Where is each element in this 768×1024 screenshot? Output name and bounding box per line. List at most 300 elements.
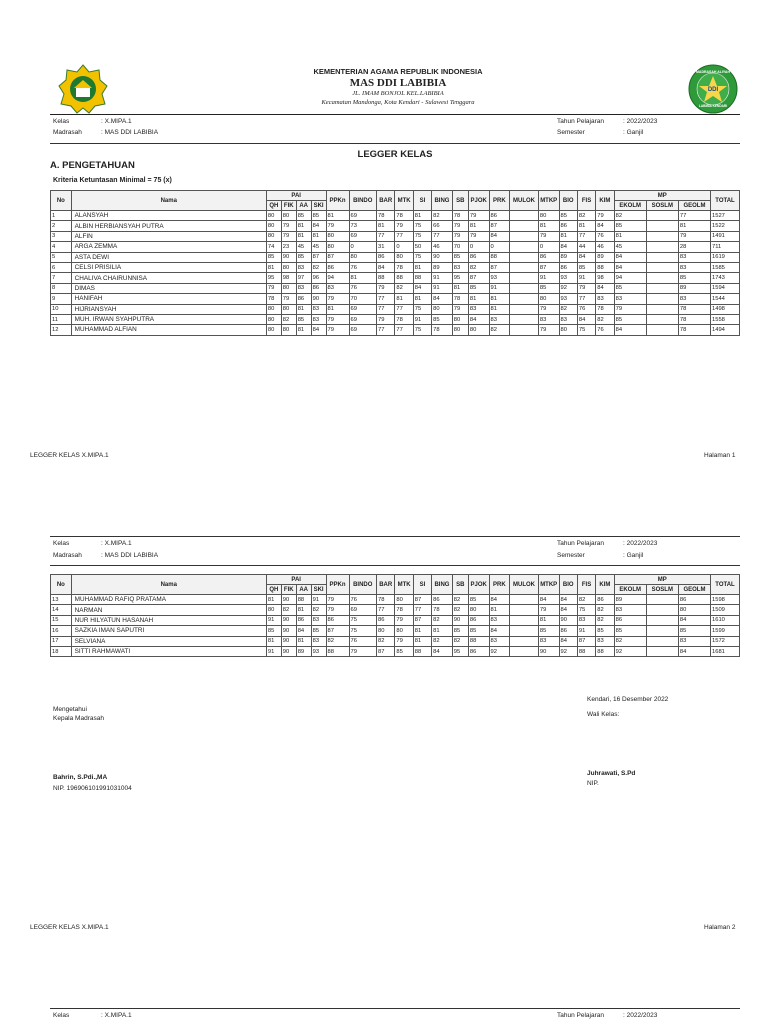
tahun-value: : 2022/2023 [623, 118, 658, 125]
grade-cell: 85 [678, 273, 710, 283]
grade-cell: 81 [326, 304, 349, 314]
criteria-text: Kriteria Ketuntasan Minimal = 75 (x) [53, 177, 172, 184]
grade-cell: 81 [296, 231, 311, 241]
grade-cell: 80 [266, 211, 281, 221]
grade-cell: 79 [678, 231, 710, 241]
grade-cell: 83 [577, 615, 595, 625]
grade-cell: 82 [281, 314, 296, 324]
row-number-cell: 11 [51, 314, 72, 324]
grade-cell: 85 [614, 626, 646, 636]
grade-cell: 87 [577, 636, 595, 646]
grade-cell: 81 [678, 221, 710, 231]
table-row [51, 595, 740, 605]
grade-cell: 80 [377, 626, 395, 636]
grade-cell: 84 [614, 262, 646, 272]
table-row [51, 646, 740, 656]
grade-cell: 79 [395, 636, 413, 646]
grade-cell: 84 [432, 646, 453, 656]
grade-cell: 77 [678, 211, 710, 221]
table-row [51, 615, 740, 625]
grade-cell: 69 [349, 605, 377, 615]
table-row [51, 283, 740, 293]
tahun-label: Tahun Pelajaran [557, 118, 604, 125]
row-number-cell: 13 [51, 595, 72, 605]
grade-cell: 80 [452, 325, 468, 335]
grade-cell: 45 [311, 242, 326, 252]
grade-cell: 85 [296, 211, 311, 221]
grade-cell [510, 283, 539, 293]
legger-title: LEGGER KELAS [357, 149, 433, 160]
col-header-mtkp: MTKP [538, 575, 559, 595]
col-header-bar: BAR [377, 575, 395, 595]
table-row [51, 273, 740, 283]
grade-cell: 78 [452, 211, 468, 221]
grade-cell: 95 [452, 273, 468, 283]
grade-cell: 87 [468, 273, 489, 283]
student-name-cell: SELVIANA [71, 636, 266, 646]
grade-cell: 79 [596, 211, 614, 221]
tahun-value-p2: : 2022/2023 [623, 540, 658, 547]
grade-cell: 75 [349, 615, 377, 625]
grade-cell: 81 [413, 636, 431, 646]
grade-cell: 83 [559, 314, 577, 324]
grade-cell: 80 [395, 626, 413, 636]
grade-cell: 84 [559, 242, 577, 252]
section-title: A. PENGETAHUAN [50, 160, 135, 171]
grade-cell: 81 [559, 231, 577, 241]
grade-cell: 84 [614, 252, 646, 262]
grade-cell: 85 [452, 626, 468, 636]
grade-cell: 98 [596, 273, 614, 283]
kepala-name: Bahrin, S.Pdi.,MA [53, 774, 108, 781]
grade-cell [510, 273, 539, 283]
grade-cell: 86 [377, 615, 395, 625]
grade-cell: 86 [596, 595, 614, 605]
grade-cell: 84 [559, 605, 577, 615]
grade-cell: 80 [266, 304, 281, 314]
grade-cell [646, 605, 678, 615]
row-number-cell: 12 [51, 325, 72, 335]
grade-cell: 79 [281, 221, 296, 231]
grade-cell: 93 [489, 273, 510, 283]
col-header-total: TOTAL [711, 575, 740, 595]
grade-cell: 80 [678, 605, 710, 615]
grade-cell: 83 [311, 314, 326, 324]
grade-cell: 81 [538, 615, 559, 625]
grade-cell: 86 [614, 615, 646, 625]
grade-cell: 83 [311, 304, 326, 314]
grade-cell: 91 [577, 626, 595, 636]
grade-cell: 84 [468, 314, 489, 324]
table-row [51, 211, 740, 221]
grade-cell: 98 [281, 273, 296, 283]
student-name-cell: MUHAMMAD ALFIAN [71, 325, 266, 335]
grade-cell: 79 [538, 605, 559, 615]
grade-cell: 81 [349, 273, 377, 283]
grade-cell: 90 [281, 626, 296, 636]
grade-cell: 82 [281, 605, 296, 615]
grade-cell: 80 [468, 605, 489, 615]
grade-cell: 83 [452, 262, 468, 272]
grade-cell: 90 [432, 252, 453, 262]
student-name-cell: DIMAS [71, 283, 266, 293]
grade-cell: 0 [395, 242, 413, 252]
grade-cell: 85 [468, 595, 489, 605]
grade-cell: 85 [596, 626, 614, 636]
col-header-mtk: MTK [395, 191, 413, 211]
grade-cell: 89 [296, 646, 311, 656]
kelas-value-p3: : X.MIPA.1 [101, 1012, 132, 1019]
grade-cell: 80 [281, 304, 296, 314]
student-name-cell: CELSI PRISILIA [71, 262, 266, 272]
grade-cell: 84 [678, 615, 710, 625]
row-number-cell: 5 [51, 252, 72, 262]
grade-cell: 87 [489, 262, 510, 272]
grade-cell: 91 [432, 273, 453, 283]
grade-cell: 0 [349, 242, 377, 252]
grade-cell: 83 [678, 262, 710, 272]
col-header-ppkn: PPKn [326, 575, 349, 595]
col-header-pai-fik: FIK [281, 585, 296, 595]
grade-cell: 90 [281, 595, 296, 605]
grade-cell: 1619 [711, 252, 740, 262]
wali-nip: NIP. [587, 780, 599, 787]
grade-cell: 1598 [711, 595, 740, 605]
col-header-pai-ski: SKI [311, 585, 326, 595]
student-name-cell: ARGA ZEMMA [71, 242, 266, 252]
row-number-cell: 17 [51, 636, 72, 646]
grade-cell: 86 [468, 646, 489, 656]
col-header-pai-aa: AA [296, 201, 311, 211]
student-name-cell: ALANSYAH [71, 211, 266, 221]
grade-cell: 88 [377, 273, 395, 283]
grade-cell: 79 [281, 231, 296, 241]
grade-cell: 84 [311, 325, 326, 335]
grade-cell: 85 [452, 252, 468, 262]
grade-cell: 82 [452, 605, 468, 615]
grade-cell [646, 262, 678, 272]
grade-cell: 85 [614, 314, 646, 324]
grade-cell: 87 [311, 252, 326, 262]
grade-cell: 84 [559, 636, 577, 646]
grade-cell: 81 [296, 605, 311, 615]
grade-cell: 88 [413, 646, 431, 656]
grade-cell: 77 [395, 304, 413, 314]
col-header-sb: SB [452, 575, 468, 595]
grade-cell: 93 [311, 646, 326, 656]
grade-cell: 81 [296, 304, 311, 314]
grade-cell: 1509 [711, 605, 740, 615]
grade-cell: 75 [413, 231, 431, 241]
grade-cell: 90 [281, 615, 296, 625]
grade-cell: 83 [311, 636, 326, 646]
grade-cell: 80 [281, 211, 296, 221]
table-row [51, 304, 740, 314]
grade-cell: 79 [326, 221, 349, 231]
kelas-label: Kelas [53, 118, 70, 125]
grade-cell: 95 [266, 273, 281, 283]
grade-cell [510, 304, 539, 314]
grade-cell: 87 [326, 252, 349, 262]
grade-cell: 1527 [711, 211, 740, 221]
col-header-mp-geolm: GEOLM [678, 585, 710, 595]
ddi-logo-text-mid: DDI [707, 87, 719, 93]
grade-cell: 0 [468, 242, 489, 252]
grade-cell: 94 [326, 273, 349, 283]
grade-cell: 79 [326, 294, 349, 304]
grade-cell: 77 [377, 304, 395, 314]
page3-top-divider [50, 1008, 740, 1009]
col-header-pai-aa: AA [296, 585, 311, 595]
student-name-cell: SAZKIA IMAN SAPUTRI [71, 626, 266, 636]
grade-cell: 69 [349, 211, 377, 221]
tahun-label-p2: Tahun Pelajaran [557, 540, 604, 547]
grade-cell: 90 [311, 294, 326, 304]
table-row [51, 626, 740, 636]
col-header-kim: KIM [596, 191, 614, 211]
grade-cell: 84 [678, 646, 710, 656]
grade-cell: 86 [326, 615, 349, 625]
grade-cell: 1610 [711, 615, 740, 625]
grade-cell: 81 [614, 231, 646, 241]
grade-cell: 83 [468, 304, 489, 314]
grade-cell: 91 [538, 273, 559, 283]
col-header-mp-geolm: GEOLM [678, 201, 710, 211]
grade-cell: 1494 [711, 325, 740, 335]
grade-cell: 90 [281, 636, 296, 646]
grade-cell: 80 [559, 325, 577, 335]
col-header-prk: PRK [489, 575, 510, 595]
col-header-mp-soslm: SOSLM [646, 201, 678, 211]
table-row [51, 231, 740, 241]
grade-cell: 1522 [711, 221, 740, 231]
grade-cell: 85 [468, 626, 489, 636]
col-header-bar: BAR [377, 191, 395, 211]
grade-cell: 76 [596, 325, 614, 335]
grade-cell [646, 221, 678, 231]
grade-cell: 80 [326, 242, 349, 252]
grade-cell: 76 [577, 304, 595, 314]
grade-cell: 79 [266, 283, 281, 293]
grade-cell: 82 [452, 636, 468, 646]
grade-cell: 86 [296, 294, 311, 304]
grade-cell [510, 626, 539, 636]
grade-cell: 66 [432, 221, 453, 231]
grade-cell: 75 [577, 605, 595, 615]
grade-cell: 83 [678, 636, 710, 646]
grade-cell: 83 [326, 283, 349, 293]
grade-cell: 81 [413, 211, 431, 221]
grade-cell: 79 [395, 615, 413, 625]
school-name: MAS DDI LABIBIA [349, 77, 447, 89]
grade-cell: 1585 [711, 262, 740, 272]
grade-cell: 80 [349, 252, 377, 262]
grade-cell: 76 [349, 262, 377, 272]
legger-table-page-2 [50, 574, 740, 657]
grade-cell: 91 [413, 314, 431, 324]
col-header-mp-soslm: SOSLM [646, 585, 678, 595]
grade-cell: 82 [432, 211, 453, 221]
place-date: Kendari, 16 Desember 2022 [587, 696, 669, 703]
grade-cell: 79 [614, 304, 646, 314]
grade-cell: 86 [468, 615, 489, 625]
grade-cell: 80 [395, 252, 413, 262]
grade-cell: 78 [596, 304, 614, 314]
grade-cell: 45 [614, 242, 646, 252]
grade-cell [510, 636, 539, 646]
grade-cell: 91 [266, 646, 281, 656]
grade-cell: 46 [432, 242, 453, 252]
grade-cell: 75 [413, 221, 431, 231]
grade-cell: 81 [489, 294, 510, 304]
grade-cell: 80 [432, 304, 453, 314]
grade-cell: 80 [538, 211, 559, 221]
grade-cell: 82 [559, 304, 577, 314]
grade-cell: 86 [377, 252, 395, 262]
grade-cell: 82 [377, 636, 395, 646]
row-number-cell: 8 [51, 283, 72, 293]
grade-cell: 89 [678, 283, 710, 293]
grade-cell: 78 [678, 325, 710, 335]
grade-cell: 82 [395, 283, 413, 293]
grade-cell: 85 [311, 626, 326, 636]
student-name-cell: HANIFAH [71, 294, 266, 304]
grade-cell: 46 [596, 242, 614, 252]
col-header-bing: BING [432, 191, 453, 211]
grade-cell: 88 [326, 646, 349, 656]
grade-cell: 78 [432, 605, 453, 615]
grade-cell: 79 [326, 605, 349, 615]
school-district: Kecamatan Mandonga, Kota Kendari - Sulawesi Tenggara [321, 99, 475, 106]
grade-cell: 80 [266, 231, 281, 241]
grade-cell: 77 [432, 231, 453, 241]
grade-cell: 79 [377, 283, 395, 293]
grade-cell: 92 [489, 646, 510, 656]
grade-cell: 87 [413, 595, 431, 605]
col-header-pai-qh: QH [266, 201, 281, 211]
semester-value: : Ganjil [623, 129, 644, 136]
grade-cell [510, 252, 539, 262]
row-number-cell: 14 [51, 605, 72, 615]
grade-cell: 84 [489, 626, 510, 636]
grade-cell: 84 [432, 294, 453, 304]
wali-name: Juhrawati, S.Pd [587, 770, 636, 777]
grade-cell: 80 [326, 231, 349, 241]
grade-cell [646, 294, 678, 304]
grade-cell: 85 [395, 646, 413, 656]
grade-cell: 80 [266, 605, 281, 615]
grade-cell [510, 325, 539, 335]
grade-cell: 85 [577, 262, 595, 272]
grade-cell: 85 [538, 283, 559, 293]
student-name-cell: ASTA DEWI [71, 252, 266, 262]
table-row [51, 605, 740, 615]
grade-cell: 90 [281, 252, 296, 262]
page2-top-divider [50, 536, 740, 537]
col-header-kim: KIM [596, 575, 614, 595]
ddi-logo-text-top: MADRASAH ALIYAH [696, 70, 730, 74]
grade-cell [510, 262, 539, 272]
grade-cell: 85 [614, 283, 646, 293]
legger-table-page-1 [50, 190, 740, 336]
grade-cell: 88 [395, 273, 413, 283]
grade-cell: 79 [395, 221, 413, 231]
grade-cell: 81 [432, 626, 453, 636]
grade-cell: 95 [452, 646, 468, 656]
col-header-bio: BIO [559, 575, 577, 595]
grade-cell: 79 [326, 325, 349, 335]
grade-cell: 1544 [711, 294, 740, 304]
grade-cell: 93 [559, 294, 577, 304]
grade-cell: 85 [559, 211, 577, 221]
grade-cell: 80 [395, 595, 413, 605]
student-name-cell: HIJRIANSYAH [71, 304, 266, 314]
grade-cell: 84 [311, 221, 326, 231]
grade-cell: 86 [678, 595, 710, 605]
footer-left-page-1: LEGGER KELAS X.MIPA.1 [30, 452, 109, 459]
grade-cell: 84 [489, 595, 510, 605]
semester-label: Semester [557, 129, 585, 136]
grade-cell: 82 [577, 211, 595, 221]
grade-cell [510, 221, 539, 231]
grade-cell: 88 [489, 252, 510, 262]
grade-cell: 89 [596, 252, 614, 262]
grade-cell: 80 [281, 283, 296, 293]
grade-cell: 77 [377, 325, 395, 335]
grade-cell: 70 [349, 294, 377, 304]
grade-cell: 82 [452, 595, 468, 605]
school-address: JL. IMAM BONJOL KEL.LABIBIA [352, 90, 444, 97]
grade-cell: 81 [577, 221, 595, 231]
grade-cell: 88 [468, 636, 489, 646]
grade-cell: 79 [326, 595, 349, 605]
semester-value-p2: : Ganjil [623, 552, 644, 559]
grade-cell: 81 [311, 231, 326, 241]
grade-cell [510, 294, 539, 304]
grade-cell: 84 [577, 252, 595, 262]
kepala-label: Kepala Madrasah [53, 715, 104, 722]
grade-cell [646, 242, 678, 252]
grade-cell: 81 [296, 325, 311, 335]
grade-cell: 84 [559, 595, 577, 605]
col-header-nama: Nama [71, 575, 266, 595]
grade-cell: 75 [413, 252, 431, 262]
grade-cell: 83 [489, 615, 510, 625]
grade-cell: 80 [452, 314, 468, 324]
kelas-value: : X.MIPA.1 [101, 118, 132, 125]
grade-cell: 76 [349, 283, 377, 293]
grade-cell: 77 [413, 605, 431, 615]
grade-cell: 88 [413, 273, 431, 283]
grade-cell: 78 [678, 314, 710, 324]
kelas-label-p3: Kelas [53, 1012, 70, 1019]
col-header-bindo: BINDO [349, 191, 377, 211]
col-header-fis: FIS [577, 575, 595, 595]
grade-cell: 78 [266, 294, 281, 304]
grade-cell: 81 [468, 221, 489, 231]
col-header-mulok: MULOK [510, 191, 539, 211]
grade-cell: 84 [614, 325, 646, 335]
grade-cell: 82 [432, 615, 453, 625]
grade-cell: 79 [577, 283, 595, 293]
grade-cell: 711 [711, 242, 740, 252]
grade-cell: 81 [326, 211, 349, 221]
grade-cell: 85 [296, 314, 311, 324]
grade-cell: 80 [281, 262, 296, 272]
row-number-cell: 3 [51, 231, 72, 241]
col-header-no: No [51, 191, 72, 211]
grade-cell: 89 [614, 595, 646, 605]
